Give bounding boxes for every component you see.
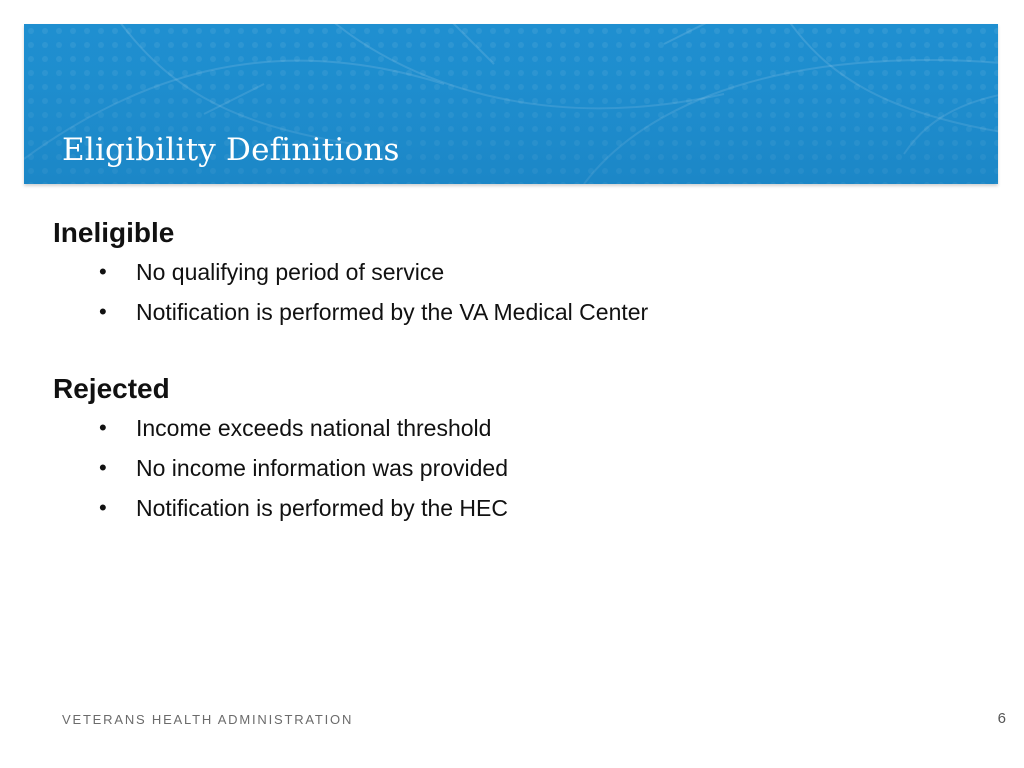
bullet-list bbox=[53, 408, 953, 528]
footer-organization: VETERANS HEALTH ADMINISTRATION bbox=[62, 712, 354, 727]
list-item-text: Notification is performed by the HEC bbox=[136, 495, 508, 521]
title-banner bbox=[24, 24, 998, 184]
bullet-icon: • bbox=[99, 415, 107, 440]
slide-content bbox=[53, 214, 953, 528]
list-item bbox=[99, 252, 953, 292]
section-rejected bbox=[53, 370, 953, 528]
list-item bbox=[99, 448, 953, 488]
bullet-icon: • bbox=[99, 259, 107, 284]
bullet-list bbox=[53, 252, 953, 332]
list-item bbox=[99, 408, 953, 448]
list-item bbox=[99, 488, 953, 528]
list-item-text: No qualifying period of service bbox=[136, 259, 445, 285]
bullet-icon: • bbox=[99, 299, 107, 324]
bullet-icon: • bbox=[99, 495, 107, 520]
page-number: 6 bbox=[997, 710, 1006, 727]
section-ineligible bbox=[53, 214, 953, 332]
section-heading: Rejected bbox=[53, 373, 170, 404]
bullet-icon: • bbox=[99, 455, 107, 480]
list-item-text: No income information was provided bbox=[136, 455, 509, 481]
list-item-text: Notification is performed by the VA Medical Center bbox=[136, 299, 649, 325]
section-heading: Ineligible bbox=[53, 217, 175, 248]
slide-title: Eligibility Definitions bbox=[62, 132, 400, 168]
list-item-text: Income exceeds national threshold bbox=[136, 415, 492, 441]
list-item bbox=[99, 292, 953, 332]
